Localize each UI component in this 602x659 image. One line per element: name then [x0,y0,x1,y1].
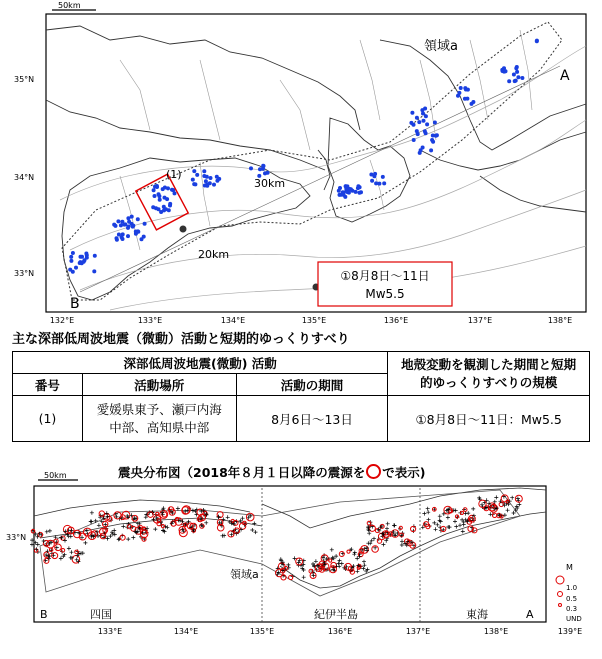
tremor-dot [82,260,86,264]
tremor-dot [358,191,362,195]
tremor-dot [373,172,377,176]
tremor-dot [116,219,120,223]
tremor-dot [262,164,266,168]
legend-symbol-3 [559,604,562,607]
tremor-dot [415,116,419,120]
tremor-dot [463,97,467,101]
point-a-label: A [560,68,570,84]
tremor-dot [431,140,435,144]
header-slip: 地殻変動を観測した期間と短期的ゆっくりすべりの規模 [388,352,590,396]
tremor-dot [433,121,437,125]
tremor-dot [417,120,421,124]
tremor-dot [195,173,199,177]
tremor-dot [143,222,147,226]
map2-title-before: 震央分布図（2018年８月１日以降の震源を [118,465,366,480]
tremor-dot [258,167,262,171]
tremor-dot [421,146,425,150]
header-place: 活動場所 [82,374,236,396]
tremor-dot [202,169,206,173]
row-number: (1) [13,396,83,442]
tremor-dot [266,171,270,175]
tremor-dot [121,232,125,236]
table-caption: 主な深部低周波地震（微動）活動と短期的ゆっくりすべり [12,332,350,347]
magnitude-legend [556,563,582,623]
map2-point-a-label: A [526,608,534,621]
tremor-dot [354,190,358,194]
tremor-dot [356,184,360,188]
tremor-dot [112,223,116,227]
lon-label-135: 135°E [301,316,327,325]
lon-label-137: 137°E [467,316,493,325]
tremor-dot [418,151,422,155]
tremor-dot [191,178,195,182]
map2-lat-label: 33°N [6,533,27,542]
tremor-dot [421,112,425,116]
tremor-dot [205,175,209,179]
tremor-dot [79,255,83,259]
tremor-dot [431,134,435,138]
header-period: 活動の期間 [236,374,388,396]
legend-value-2: 0.5 [566,595,578,603]
tremor-dot [163,196,167,200]
tremor-dot [520,76,524,80]
row-period: 8月6日～13日 [236,396,388,442]
tremor-dot [504,69,508,73]
tremor-dot [93,254,97,258]
tremor-dot [343,195,347,199]
map2-lon-136: 136°E [327,627,353,636]
tremor-dot [115,238,119,242]
slip-marker-1 [180,226,187,233]
lon-label-132: 132°E [49,316,75,325]
callout-line-1: ①8月8日～11日 [340,269,430,283]
map2-lon-138: 138°E [483,627,509,636]
tremor-dot [512,73,516,77]
legend-value-3: 0.3 [566,605,578,613]
activity-table [12,351,590,442]
tremor-dot [78,261,82,265]
tremor-dot [349,187,353,191]
tremor-dot [377,182,381,186]
legend-title: M [566,563,573,572]
header-number: 番号 [13,374,83,396]
tremor-dot [422,119,426,123]
tremor-dot [514,66,518,70]
tremor-dot [126,225,130,229]
tremor-dot [338,186,342,190]
tremor-dot [382,181,386,185]
map-frame [46,14,586,312]
tremor-dot [344,187,348,191]
tremor-dot [134,232,138,236]
tremor-dot [142,235,146,239]
tremor-dot [166,186,170,190]
tremor-dot [157,194,161,198]
tremor-dot [516,75,520,79]
tremor-dot [192,169,196,173]
tremor-dot [155,184,159,188]
tremor-dot [249,166,253,170]
tremor-dot [193,182,197,186]
tremor-dot [161,187,165,191]
lat-label-33: 33°N [14,269,35,278]
tremor-dot [71,251,75,255]
tremor-dot [121,237,125,241]
tremor-dot [168,202,172,206]
map2-lon-139: 139°E [557,627,583,636]
map2-scale-label: 50km [44,471,67,480]
tremor-dot [470,102,474,106]
tremor-dot [423,107,427,111]
area-kii-label: 紀伊半島 [314,608,358,621]
map2-lon-133: 133°E [97,627,123,636]
tremor-dot [513,79,517,83]
callout-line-2: Mw5.5 [365,287,405,301]
tremor-dot [153,194,157,198]
depth-20-label: 20km [198,248,230,261]
lon-label-134: 134°E [220,316,246,325]
tremor-dot [507,79,511,83]
map2-lon-135: 135°E [249,627,275,636]
tremor-dot [457,91,461,95]
tremor-dot [69,259,73,263]
area-shikoku-label: 四国 [90,608,112,621]
tremor-dot [466,88,470,92]
map2-region-a-label: 領域a [230,568,259,581]
tremor-dot [535,39,539,43]
lon-label-138: 138°E [547,316,573,325]
lon-label-133: 133°E [137,316,163,325]
tremor-dot [159,210,163,214]
legend-symbol-1 [556,576,564,584]
tremor-dot [409,121,413,125]
map2-frame [34,486,546,622]
tremor-dot [515,70,519,74]
lat-label-35: 35°N [14,75,35,84]
tremor-dot [151,205,155,209]
tremor-dot [429,148,433,152]
tremor-dot [423,129,427,133]
table-row [13,396,590,442]
legend-value-1: 1.0 [566,584,578,592]
lat-label-34: 34°N [14,173,35,182]
tremor-dot [74,266,78,270]
map2-title-after: で表示) [382,465,426,480]
tremor-dot [131,225,135,229]
tremor-dot [425,122,429,126]
region-a-label: 領域a [424,39,458,54]
tremor-dot [459,86,463,90]
area-tokai-label: 東海 [466,608,488,621]
tremor-dot [136,217,140,221]
tremor-dot [342,192,346,196]
map2-point-b-label: B [40,608,48,621]
tremor-dot [370,179,374,183]
tremor-dot [158,198,162,202]
row-slip: ①8月8日～11日：Mw5.5 [388,396,590,442]
tremor-dot [381,175,385,179]
tremor-dot [208,181,212,185]
lon-label-136: 136°E [383,316,409,325]
tremor-dot [170,188,174,192]
tremor-dot [412,138,416,142]
tremor-dot [424,114,428,118]
row-place: 愛媛県東予、瀬戸内海中部、高知県中部 [82,396,236,442]
tremor-dot [71,270,75,274]
event-number-label: (1) [166,168,182,181]
tremor-dot [435,133,439,137]
point-b-label: B [70,296,80,312]
tremor-dot [127,220,131,224]
tremor-dot [126,234,130,238]
tremor-dot [92,269,96,273]
tremor-dot [209,176,213,180]
tremor-dot [130,215,134,219]
tremor-dot [204,179,208,183]
header-tremor: 深部低周波地震(微動) 活動 [13,352,388,374]
tremor-map [0,0,602,325]
map2-lon-137: 137°E [405,627,431,636]
tremor-dot [119,223,123,227]
scale-label: 50km [58,1,81,10]
tremor-dot [212,183,216,187]
map2-lon-134: 134°E [173,627,199,636]
tremor-dot [69,255,73,259]
tremor-dot [410,111,414,115]
tremor-dot [415,129,419,133]
legend-value-4: UND [566,615,582,623]
depth-30-label: 30km [254,177,286,190]
tremor-dot [217,177,221,181]
tremor-dot [85,256,89,260]
tremor-dot [162,205,166,209]
legend-symbol-2 [558,592,563,597]
tremor-dot [122,223,126,227]
tremor-dot [152,188,156,192]
